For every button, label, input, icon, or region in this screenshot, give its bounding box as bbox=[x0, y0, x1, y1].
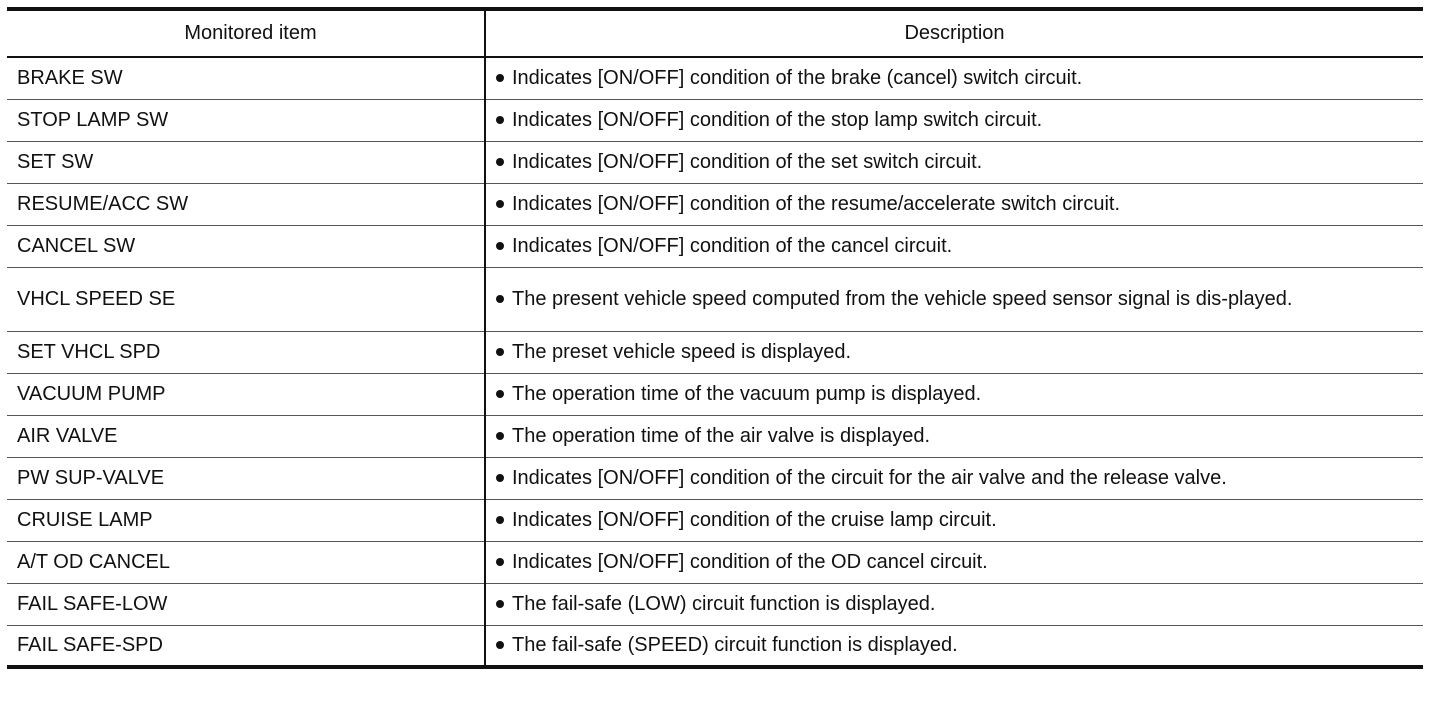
bullet-icon bbox=[496, 390, 504, 398]
description-text: Indicates [ON/OFF] condition of the resume/accelerate switch circuit. bbox=[512, 193, 1121, 215]
description-cell bbox=[485, 625, 1423, 667]
table-row bbox=[7, 225, 1423, 267]
description-cell bbox=[485, 57, 1423, 99]
bullet-icon bbox=[496, 432, 504, 440]
bullet-icon bbox=[496, 295, 504, 303]
bullet-icon bbox=[496, 158, 504, 166]
monitored-item-cell: RESUME/ACC SW bbox=[7, 183, 485, 225]
description-cell bbox=[485, 225, 1423, 267]
monitored-item-cell: STOP LAMP SW bbox=[7, 99, 485, 141]
description-cell bbox=[485, 141, 1423, 183]
description-cell bbox=[485, 583, 1423, 625]
monitored-item-cell: VHCL SPEED SE bbox=[7, 267, 485, 331]
bullet-icon bbox=[496, 516, 504, 524]
description-cell bbox=[485, 457, 1423, 499]
table-row bbox=[7, 457, 1423, 499]
description-cell bbox=[485, 415, 1423, 457]
description-text: Indicates [ON/OFF] condition of the brake (cancel) switch circuit. bbox=[512, 67, 1083, 90]
monitored-item-cell: FAIL SAFE-LOW bbox=[7, 583, 485, 625]
monitored-item-cell: CANCEL SW bbox=[7, 225, 485, 267]
bullet-icon bbox=[496, 641, 504, 649]
table-row bbox=[7, 57, 1423, 99]
monitor-table bbox=[7, 7, 1423, 669]
monitored-item-cell: PW SUP-VALVE bbox=[7, 457, 485, 499]
description-text: The operation time of the vacuum pump is displayed. bbox=[512, 383, 982, 405]
description-text: The fail-safe (LOW) circuit function is displayed. bbox=[512, 593, 936, 615]
table-row bbox=[7, 141, 1423, 183]
description-cell bbox=[485, 373, 1423, 415]
bullet-icon bbox=[496, 200, 504, 208]
table-row bbox=[7, 499, 1423, 541]
table-row bbox=[7, 415, 1423, 457]
header-description: Description bbox=[485, 9, 1423, 57]
table-row bbox=[7, 183, 1423, 225]
monitored-item-cell: SET VHCL SPD bbox=[7, 331, 485, 373]
bullet-icon bbox=[496, 116, 504, 124]
description-cell bbox=[485, 99, 1423, 141]
bullet-icon bbox=[496, 242, 504, 250]
table-row bbox=[7, 583, 1423, 625]
table-row bbox=[7, 373, 1423, 415]
description-cell bbox=[485, 267, 1423, 331]
description-text: Indicates [ON/OFF] condition of the circuit for the air valve and the release valve. bbox=[512, 467, 1227, 489]
description-text: Indicates [ON/OFF] condition of the stop lamp switch circuit. bbox=[512, 109, 1043, 131]
monitored-item-cell: AIR VALVE bbox=[7, 415, 485, 457]
description-text: Indicates [ON/OFF] condition of the OD cancel circuit. bbox=[512, 551, 988, 573]
description-cell bbox=[485, 183, 1423, 225]
table-row bbox=[7, 331, 1423, 373]
description-cell bbox=[485, 541, 1423, 583]
bullet-icon bbox=[496, 558, 504, 566]
monitored-item-cell: BRAKE SW bbox=[7, 57, 485, 99]
bullet-icon bbox=[496, 74, 504, 82]
table-body bbox=[7, 57, 1423, 667]
header-row bbox=[7, 9, 1423, 57]
monitored-item-cell: VACUUM PUMP bbox=[7, 373, 485, 415]
description-text: Indicates [ON/OFF] condition of the cancel circuit. bbox=[512, 235, 953, 257]
description-cell bbox=[485, 499, 1423, 541]
header-monitored-item: Monitored item bbox=[7, 9, 485, 57]
description-text: The preset vehicle speed is displayed. bbox=[512, 341, 852, 363]
description-text: The present vehicle speed computed from the vehicle speed sensor signal is dis-played. bbox=[512, 288, 1293, 310]
bullet-icon bbox=[496, 600, 504, 608]
monitored-item-cell: FAIL SAFE-SPD bbox=[7, 625, 485, 667]
table-row bbox=[7, 541, 1423, 583]
table-row bbox=[7, 625, 1423, 667]
description-text: The fail-safe (SPEED) circuit function is displayed. bbox=[512, 634, 958, 657]
description-text: Indicates [ON/OFF] condition of the cruise lamp circuit. bbox=[512, 509, 997, 531]
bullet-icon bbox=[496, 474, 504, 482]
description-text: The operation time of the air valve is displayed. bbox=[512, 425, 930, 447]
monitored-item-cell: A/T OD CANCEL bbox=[7, 541, 485, 583]
description-text: Indicates [ON/OFF] condition of the set switch circuit. bbox=[512, 151, 983, 173]
table-header bbox=[7, 9, 1423, 57]
table-row bbox=[7, 99, 1423, 141]
bullet-icon bbox=[496, 348, 504, 356]
table-row bbox=[7, 267, 1423, 331]
description-cell bbox=[485, 331, 1423, 373]
monitored-item-cell: CRUISE LAMP bbox=[7, 499, 485, 541]
monitored-item-cell: SET SW bbox=[7, 141, 485, 183]
